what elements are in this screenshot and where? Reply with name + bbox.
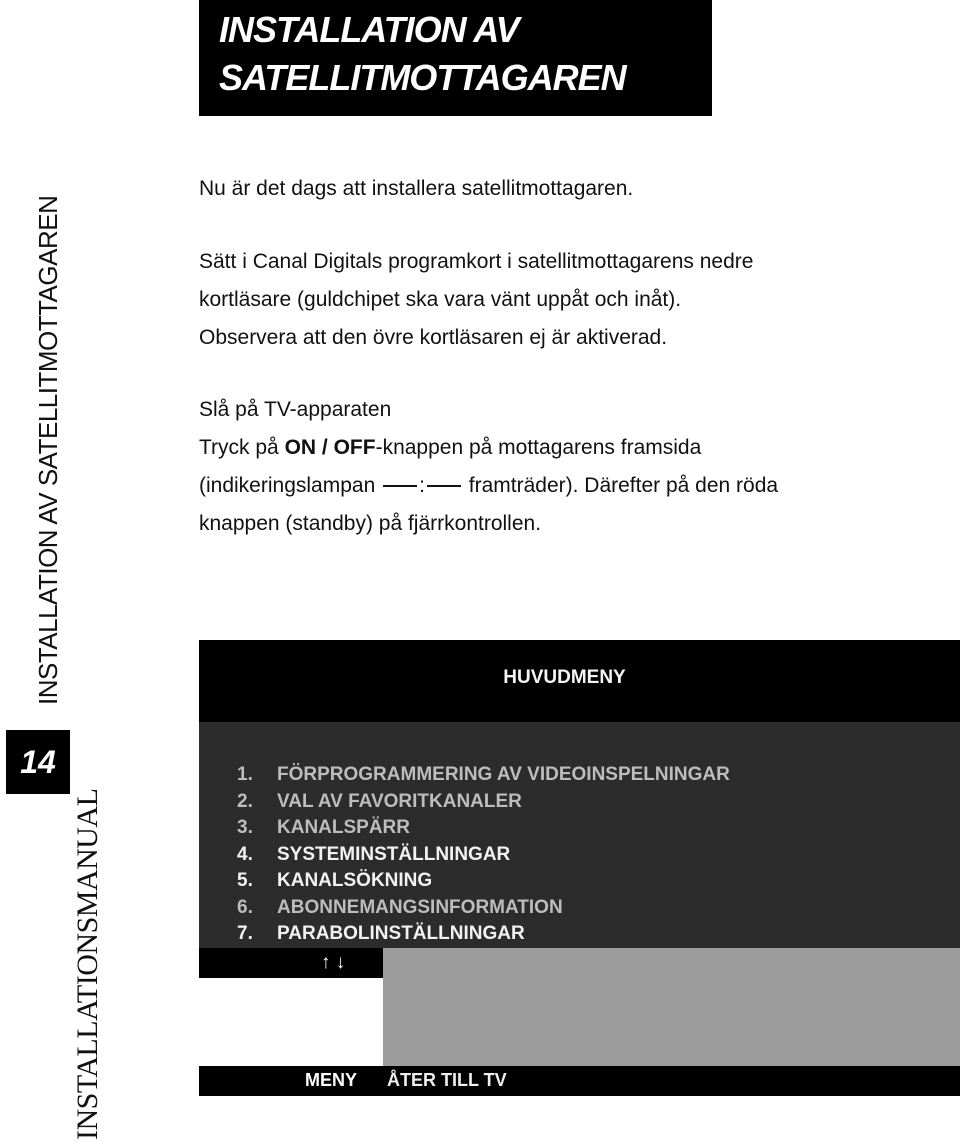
footer-grey-panel bbox=[383, 948, 960, 1066]
indicator-dash-left bbox=[383, 485, 417, 487]
menu-item-label: VAL AV FAVORITKANALER bbox=[277, 790, 522, 812]
page-title bbox=[199, 0, 712, 116]
menu-item-label: KANALSÖKNING bbox=[277, 870, 433, 891]
menu-item-label: SYSTEMINSTÄLLNINGAR bbox=[277, 843, 511, 865]
page-title-line-2: SATELLITMOTTAGAREN bbox=[219, 57, 626, 98]
menu-item[interactable] bbox=[237, 762, 730, 789]
power-line-2 bbox=[199, 429, 939, 467]
sidebar-section-label: INSTALLATION AV SATELLITMOTTAGAREN bbox=[33, 195, 63, 705]
on-off-key-label: ON / OFF bbox=[284, 436, 376, 459]
footer-arrow-bar bbox=[199, 948, 383, 978]
sidebar-manual-label: INSTALLATIONSMANUAL bbox=[71, 788, 104, 1140]
menu-item[interactable] bbox=[237, 895, 730, 922]
up-down-arrows-icon: ↑ ↓ bbox=[321, 952, 346, 973]
menu-item-label: PARABOLINSTÄLLNINGAR bbox=[277, 923, 525, 944]
menu-item[interactable] bbox=[237, 815, 730, 842]
footer-blank-area bbox=[199, 978, 383, 1066]
menu-item[interactable] bbox=[237, 842, 730, 869]
card-line-3: Observera att den övre kortläsaren ej är aktiverad. bbox=[199, 326, 668, 349]
power-line-4: knappen (standby) på fjärrkontrollen. bbox=[199, 512, 542, 535]
menu-header: HUVUDMENY bbox=[199, 640, 960, 722]
menu-item-number: 1. bbox=[237, 764, 253, 785]
menu-item-label: ABONNEMANGSINFORMATION bbox=[277, 896, 563, 918]
indicator-dash-right bbox=[427, 485, 461, 487]
power-line-1: Slå på TV-apparaten bbox=[199, 398, 392, 421]
intro-line: Nu är det dags att installera satellitmottagaren. bbox=[199, 177, 634, 200]
menu-list bbox=[237, 762, 730, 948]
menu-item-number: 3. bbox=[237, 817, 253, 838]
card-line-1: Sätt i Canal Digitals programkort i satellitmottagarens nedre bbox=[199, 250, 754, 273]
tv-menu-screenshot bbox=[199, 640, 960, 1096]
menu-item-label: FÖRPROGRAMMERING AV VIDEOINSPELNINGAR bbox=[277, 764, 730, 785]
card-line-2: kortläsare (guldchipet ska vara vänt uppåt och inåt). bbox=[199, 288, 682, 311]
meny-key-label: MENY bbox=[305, 1070, 358, 1090]
back-to-tv-label: ÅTER TILL TV bbox=[387, 1070, 507, 1090]
intro-paragraph bbox=[199, 170, 939, 208]
menu-item-number: 4. bbox=[237, 843, 253, 865]
menu-item-number: 2. bbox=[237, 790, 253, 812]
indicator-colon: : bbox=[419, 474, 425, 497]
menu-item[interactable] bbox=[237, 921, 730, 948]
menu-item[interactable] bbox=[237, 789, 730, 816]
power-line-3-end: framträder). Därefter på den röda bbox=[462, 474, 779, 497]
power-instructions-paragraph bbox=[199, 391, 939, 543]
menu-item-number: 7. bbox=[237, 923, 253, 944]
power-line-2-start: Tryck på bbox=[199, 436, 285, 459]
power-line-3 bbox=[199, 467, 939, 505]
menu-item-label: KANALSPÄRR bbox=[277, 817, 410, 838]
menu-body bbox=[199, 722, 960, 948]
menu-item-number: 6. bbox=[237, 896, 253, 918]
page-title-line-1: INSTALLATION AV bbox=[219, 9, 519, 50]
card-instructions-paragraph bbox=[199, 243, 939, 357]
power-line-3-start: (indikeringslampan bbox=[199, 474, 382, 497]
page-number: 14 bbox=[6, 730, 70, 794]
power-line-2-end: -knappen på mottagarens framsida bbox=[375, 436, 702, 459]
menu-item[interactable] bbox=[237, 868, 730, 895]
menu-item-number: 5. bbox=[237, 870, 253, 891]
